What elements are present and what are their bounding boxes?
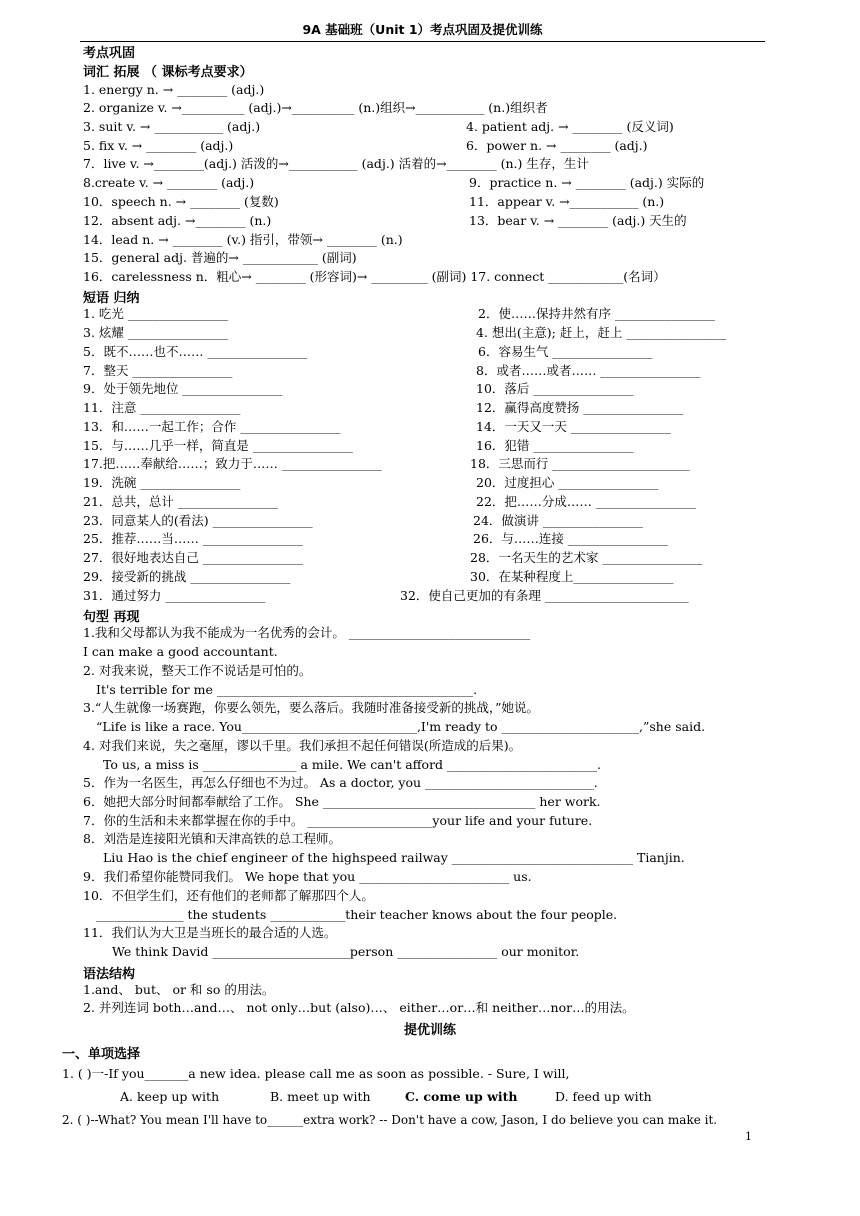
sentence-line: ______________ the students ____________their teacher knows about the four people. [96, 907, 618, 922]
vocab-item: 16．carelessness n．粗心→ ________ (形容词)→ _________ (副词) 17. connect ____________(名词） [83, 269, 666, 284]
phrase-item: 11．注意 ________________ [83, 400, 241, 415]
phrase-item: 29．接受新的挑战 ________________ [83, 569, 291, 584]
phrase-item: 21．总共，总计 ________________ [83, 494, 278, 509]
page-header: 9A 基础班（Unit 1）考点巩固及提优训练 [80, 20, 765, 42]
sentence-line: 7．你的生活和未来都掌握在你的手中。 ____________________your life and your future. [83, 813, 593, 828]
sentence-line: I can make a good accountant. [83, 644, 278, 659]
sentence-line: 11．我们认为大卫是当班长的最合适的人选。 [83, 925, 337, 940]
phrase-item: 12．赢得高度赞扬 ________________ [476, 400, 684, 415]
vocab-item: 13．bear v. → ________ (adj.) 天生的 [469, 213, 687, 228]
section-sentences: 句型 再现 [83, 610, 140, 625]
phrase-item: 15．与……几乎一样，简直是 ________________ [83, 438, 353, 453]
sentence-line: “Life is like a race. You____________________________,I'm ready to ______________________,”she said. [96, 719, 706, 734]
phrase-item: 25．推荐……当…… ________________ [83, 531, 303, 546]
vocab-item: 2. organize v. →__________ (adj.)→__________ (n.)组织→___________ (n.)组织者 [83, 100, 548, 115]
phrase-item: 7．整天 ________________ [83, 363, 233, 378]
section-phrases: 短语 归纳 [83, 291, 140, 306]
sentence-line: 8．刘浩是连接阳光镇和天津高铁的总工程师。 [83, 831, 341, 846]
section-grammar: 语法结构 [83, 967, 136, 982]
phrase-item: 30．在某种程度上________________ [470, 569, 674, 584]
phrase-item: 23．同意某人的(看法) ________________ [83, 513, 313, 528]
phrase-item: 20．过度担心 ________________ [476, 475, 659, 490]
phrase-item: 13．和……一起工作；合作 ________________ [83, 419, 341, 434]
section-consolidate: 考点巩固 [83, 46, 136, 61]
section-vocab: 词汇 拓展 （ 课标考点要求） [83, 65, 253, 80]
sentence-line: To us, a miss is _______________ a mile. We can't afford ________________________. [103, 757, 602, 772]
sentence-line: 3.“人生就像一场赛跑，你要么领先，要么落后。我随时准备接受新的挑战，”她说。 [83, 700, 539, 715]
phrase-item: 16．犯错 ________________ [476, 438, 634, 453]
vocab-item: 3. suit v. → ___________ (adj.) [83, 119, 261, 134]
sentence-line: 9．我们希望你能赞同我们。 We hope that you ________________________ us. [83, 869, 532, 884]
vocab-item: 5. fix v. → ________ (adj.) [83, 138, 234, 153]
sentence-line: 4. 对我们来说，失之毫厘，谬以千里。我们承担不起任何错误(所造成的后果)。 [83, 738, 522, 753]
sentence-line: 5．作为一名医生，再怎么仔细也不为过。 As a doctor, you ___________________________. [83, 775, 598, 790]
sentence-line: We think David ______________________person ________________ our monitor. [112, 944, 580, 959]
phrase-item: 4. 想出(主意); 赶上，赶上 ________________ [476, 325, 727, 340]
question-stem: 2. ( )--What? You mean I'll have to______extra work? -- Don't have a cow, Jason, I do believe you can make it. [62, 1113, 718, 1127]
phrase-item: 8．或者……或者…… ________________ [476, 363, 701, 378]
phrase-item: 31．通过努力 ________________ [83, 588, 266, 603]
sentence-line: 1.我和父母都认为我不能成为一名优秀的会计。 _____________________________ [83, 625, 531, 640]
phrase-item: 18．三思而行 ______________________ [470, 456, 690, 471]
sentence-line: 2. 对我来说，整天工作不说话是可怕的。 [83, 663, 312, 678]
vocab-item: 7．live v. →________(adj.) 活泼的→___________ (adj.) 活着的→________ (n.) 生存，生计 [83, 156, 589, 171]
question-stem: 1. ( )一-If you_______a new idea. please call me as soon as possible. - Sure, I will, [62, 1066, 570, 1081]
option-a: A. keep up with [120, 1089, 220, 1104]
grammar-line: 2. 并列连词 both…and…、 not only…but (also)…、 either…or…和 neither…nor…的用法。 [83, 1000, 635, 1015]
phrase-item: 6．容易生气 ________________ [478, 344, 653, 359]
option-c: C. come up with [405, 1089, 518, 1104]
sentence-line: Liu Hao is the chief engineer of the highspeed railway _____________________________ Tianjin. [103, 850, 685, 865]
training-title: 提优训练 [403, 1023, 456, 1038]
vocab-item: 12．absent adj. →________ (n.) [83, 213, 272, 228]
option-b: B. meet up with [270, 1089, 371, 1104]
phrase-item: 27．很好地表达自己 ________________ [83, 550, 303, 565]
option-d: D. feed up with [555, 1089, 652, 1104]
phrase-item: 5．既不……也不…… ________________ [83, 344, 308, 359]
phrase-item: 28．一名天生的艺术家 ________________ [470, 550, 703, 565]
vocab-item: 15．general adj. 普遍的→ ____________ (副词) [83, 250, 357, 265]
page-number: 1 [745, 1130, 752, 1143]
vocab-item: 1. energy n. → ________ (adj.) [83, 82, 265, 97]
phrase-item: 10．落后 ________________ [476, 381, 634, 396]
grammar-line: 1.and、 but、 or 和 so 的用法。 [83, 982, 275, 997]
vocab-item: 14．lead n. → ________ (v.) 指引，带领→ ________ (n.) [83, 232, 403, 247]
section-single-choice: 一、单项选择 [62, 1047, 141, 1062]
phrase-item: 14．一天又一天 ________________ [476, 419, 671, 434]
phrase-item: 2．使……保持井然有序 ________________ [478, 306, 715, 321]
phrase-item: 32．使自己更加的有条理 _______________________ [400, 588, 689, 603]
sentence-line: It's terrible for me _________________________________________. [96, 682, 478, 697]
phrase-item: 26．与……连接 ________________ [473, 531, 668, 546]
sentence-line: 6．她把大部分时间都奉献给了工作。 She __________________________________ her work. [83, 794, 601, 809]
vocab-item: 10．speech n. → ________ (复数) [83, 194, 279, 209]
phrase-item: 9．处于领先地位 ________________ [83, 381, 283, 396]
vocab-item: 8.create v. → ________ (adj.) [83, 175, 255, 190]
phrase-item: 17.把……奉献给……；致力于…… ________________ [83, 456, 382, 471]
phrase-item: 3. 炫耀 ________________ [83, 325, 228, 340]
phrase-item: 24．做演讲 ________________ [473, 513, 643, 528]
phrase-item: 22．把……分成…… ________________ [476, 494, 696, 509]
vocab-item: 4. patient adj. → ________ (反义词) [466, 119, 674, 134]
vocab-item: 6．power n. → ________ (adj.) [466, 138, 648, 153]
phrase-item: 1. 吃光 ________________ [83, 306, 228, 321]
vocab-item: 9．practice n. → ________ (adj.) 实际的 [469, 175, 705, 190]
vocab-item: 11．appear v. →___________ (n.) [469, 194, 665, 209]
phrase-item: 19．洗碗 ________________ [83, 475, 241, 490]
sentence-line: 10．不但学生们，还有他们的老师都了解那四个人。 [83, 888, 374, 903]
